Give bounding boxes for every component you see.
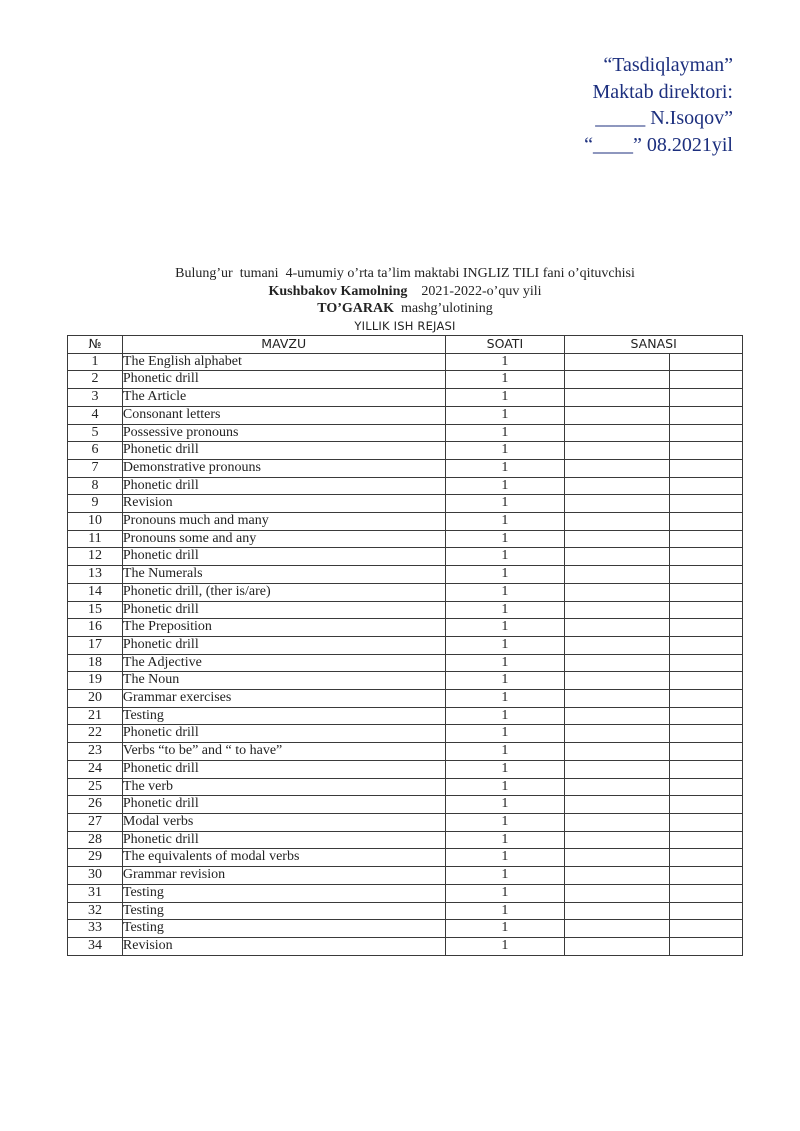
row-date-cell[interactable] [670,884,743,902]
row-date-cell[interactable] [670,813,743,831]
row-date-cell[interactable] [670,406,743,424]
row-topic: The equivalents of modal verbs [122,849,445,867]
row-date-cell[interactable] [670,353,743,371]
row-topic: Pronouns much and many [122,513,445,531]
row-date-cell[interactable] [565,583,670,601]
row-hours: 1 [445,690,565,708]
row-topic: Possessive pronouns [122,424,445,442]
row-date-cell[interactable] [670,495,743,513]
table-row [68,548,743,566]
school-line: Bulung’ur tumani 4-umumiy o’rta ta’lim maktabi INGLIZ TILI fani o’qituvchisi [175,266,635,281]
row-topic: The Numerals [122,566,445,584]
row-hours: 1 [445,831,565,849]
plan-title: YILLIK ISH REJASI [354,318,456,333]
row-topic: Testing [122,707,445,725]
row-date-cell[interactable] [670,477,743,495]
row-number: 16 [68,619,123,637]
row-date-cell[interactable] [565,353,670,371]
row-topic: Phonetic drill [122,548,445,566]
row-hours: 1 [445,672,565,690]
row-number: 10 [68,513,123,531]
table-row [68,601,743,619]
row-number: 32 [68,902,123,920]
document-header [67,265,743,334]
row-number: 14 [68,583,123,601]
row-date-cell[interactable] [565,619,670,637]
row-hours: 1 [445,548,565,566]
approval-block [584,52,733,158]
row-topic: The Article [122,389,445,407]
row-hours: 1 [445,442,565,460]
row-number: 1 [68,353,123,371]
row-topic: Demonstrative pronouns [122,459,445,477]
table-row [68,513,743,531]
row-number: 22 [68,725,123,743]
row-number: 29 [68,849,123,867]
row-number: 15 [68,601,123,619]
table-body [68,353,743,955]
approval-role: Maktab direktori: [592,80,733,103]
row-date-cell[interactable] [670,707,743,725]
table-row [68,813,743,831]
table-row [68,884,743,902]
row-number: 26 [68,796,123,814]
row-date-cell[interactable] [565,636,670,654]
row-date-cell[interactable] [565,937,670,955]
row-date-cell[interactable] [565,530,670,548]
row-number: 30 [68,867,123,885]
row-topic: Phonetic drill [122,601,445,619]
table-row [68,690,743,708]
row-date-cell[interactable] [565,548,670,566]
row-number: 11 [68,530,123,548]
table-row [68,371,743,389]
table-row [68,672,743,690]
row-date-cell[interactable] [670,583,743,601]
row-date-cell[interactable] [565,813,670,831]
row-date-cell[interactable] [670,424,743,442]
row-hours: 1 [445,353,565,371]
header-num: № [68,336,123,354]
table-row [68,459,743,477]
row-topic: Phonetic drill [122,371,445,389]
row-number: 25 [68,778,123,796]
row-date-cell[interactable] [670,760,743,778]
table-row [68,406,743,424]
row-hours: 1 [445,743,565,761]
club-line [67,300,743,318]
approval-date: “____” 08.2021yil [584,133,733,156]
row-number: 34 [68,937,123,955]
table-row [68,867,743,885]
table-row [68,636,743,654]
table-row [68,530,743,548]
approval-signature: _____ N.Isoqov” [595,107,733,129]
teacher-name: Kushbakov Kamolning [268,283,408,299]
row-topic: Modal verbs [122,813,445,831]
row-topic: Phonetic drill [122,760,445,778]
row-number: 5 [68,424,123,442]
row-date-cell[interactable] [670,619,743,637]
table-row [68,353,743,371]
header-hours: SOATI [445,336,565,354]
row-hours: 1 [445,902,565,920]
table-row [68,796,743,814]
row-date-cell[interactable] [565,725,670,743]
table-row [68,760,743,778]
row-hours: 1 [445,583,565,601]
row-topic: Grammar revision [122,867,445,885]
row-date-cell[interactable] [565,831,670,849]
row-hours: 1 [445,636,565,654]
row-hours: 1 [445,371,565,389]
row-date-cell[interactable] [670,831,743,849]
header-topic: MAVZU [122,336,445,354]
club-name: TO’GARAK [317,301,394,316]
row-date-cell[interactable] [565,707,670,725]
club-suffix: mashg’ulotining [400,301,493,316]
plan-table [67,335,743,956]
row-date-cell[interactable] [670,601,743,619]
row-topic: The verb [122,778,445,796]
row-date-cell[interactable] [565,849,670,867]
row-topic: Revision [122,937,445,955]
row-hours: 1 [445,654,565,672]
row-hours: 1 [445,707,565,725]
row-hours: 1 [445,867,565,885]
table-row [68,743,743,761]
row-number: 2 [68,371,123,389]
row-date-cell[interactable] [670,566,743,584]
row-number: 33 [68,920,123,938]
row-date-cell[interactable] [565,796,670,814]
row-number: 21 [68,707,123,725]
row-date-cell[interactable] [565,902,670,920]
row-number: 27 [68,813,123,831]
row-number: 20 [68,690,123,708]
row-date-cell[interactable] [565,920,670,938]
table-row [68,583,743,601]
row-number: 6 [68,442,123,460]
row-number: 4 [68,406,123,424]
table-row [68,566,743,584]
table-row [68,619,743,637]
row-hours: 1 [445,920,565,938]
row-number: 23 [68,743,123,761]
table-row [68,424,743,442]
row-date-cell[interactable] [670,548,743,566]
row-topic: Phonetic drill [122,477,445,495]
row-topic: Grammar exercises [122,690,445,708]
header-date: SANASI [565,336,743,354]
row-hours: 1 [445,619,565,637]
row-number: 3 [68,389,123,407]
row-date-cell[interactable] [565,884,670,902]
row-topic: Phonetic drill [122,442,445,460]
row-date-cell[interactable] [670,920,743,938]
row-date-cell[interactable] [565,371,670,389]
row-number: 24 [68,760,123,778]
row-hours: 1 [445,884,565,902]
row-hours: 1 [445,813,565,831]
row-date-cell[interactable] [670,902,743,920]
row-date-cell[interactable] [565,760,670,778]
row-hours: 1 [445,477,565,495]
row-hours: 1 [445,406,565,424]
row-topic: Testing [122,920,445,938]
table-row [68,707,743,725]
row-number: 19 [68,672,123,690]
table-row [68,495,743,513]
row-date-cell[interactable] [670,849,743,867]
row-date-cell[interactable] [565,743,670,761]
row-date-cell[interactable] [565,389,670,407]
row-date-cell[interactable] [670,725,743,743]
row-topic: Testing [122,884,445,902]
row-topic: Phonetic drill [122,796,445,814]
table-row [68,831,743,849]
row-hours: 1 [445,424,565,442]
row-topic: Phonetic drill [122,725,445,743]
row-date-cell[interactable] [670,690,743,708]
row-topic: Pronouns some and any [122,530,445,548]
row-topic: Testing [122,902,445,920]
row-date-cell[interactable] [670,389,743,407]
row-number: 9 [68,495,123,513]
table-row [68,442,743,460]
table-row [68,389,743,407]
row-hours: 1 [445,389,565,407]
row-date-cell[interactable] [565,424,670,442]
row-topic: Phonetic drill, (ther is/are) [122,583,445,601]
row-number: 13 [68,566,123,584]
row-number: 12 [68,548,123,566]
row-number: 8 [68,477,123,495]
row-topic: Revision [122,495,445,513]
row-date-cell[interactable] [565,654,670,672]
teacher-line [67,283,743,301]
row-hours: 1 [445,530,565,548]
table-row [68,654,743,672]
row-topic: The Preposition [122,619,445,637]
row-hours: 1 [445,601,565,619]
row-date-cell[interactable] [670,636,743,654]
row-hours: 1 [445,459,565,477]
row-topic: Phonetic drill [122,636,445,654]
row-date-cell[interactable] [670,796,743,814]
row-topic: Verbs “to be” and “ to have” [122,743,445,761]
row-date-cell[interactable] [670,937,743,955]
table-row [68,477,743,495]
row-date-cell[interactable] [670,672,743,690]
table-row [68,902,743,920]
row-date-cell[interactable] [565,672,670,690]
table-row [68,725,743,743]
row-number: 17 [68,636,123,654]
table-row [68,778,743,796]
row-date-cell[interactable] [565,406,670,424]
row-date-cell[interactable] [670,530,743,548]
row-date-cell[interactable] [565,601,670,619]
row-topic: The English alphabet [122,353,445,371]
row-date-cell[interactable] [670,867,743,885]
row-date-cell[interactable] [565,459,670,477]
row-date-cell[interactable] [670,743,743,761]
row-topic: The Adjective [122,654,445,672]
row-date-cell[interactable] [565,778,670,796]
academic-year: 2021-2022-o’quv yili [421,283,542,299]
row-date-cell[interactable] [565,566,670,584]
table-row [68,849,743,867]
row-date-cell[interactable] [670,442,743,460]
row-date-cell[interactable] [670,654,743,672]
row-number: 31 [68,884,123,902]
row-date-cell[interactable] [670,459,743,477]
row-date-cell[interactable] [670,778,743,796]
row-hours: 1 [445,778,565,796]
row-hours: 1 [445,937,565,955]
row-date-cell[interactable] [670,513,743,531]
row-hours: 1 [445,725,565,743]
row-hours: 1 [445,760,565,778]
row-number: 28 [68,831,123,849]
approval-title: “Tasdiqlayman” [603,54,733,76]
row-hours: 1 [445,849,565,867]
row-hours: 1 [445,495,565,513]
row-number: 7 [68,459,123,477]
row-date-cell[interactable] [565,867,670,885]
row-number: 18 [68,654,123,672]
row-topic: The Noun [122,672,445,690]
row-date-cell[interactable] [565,442,670,460]
table-header-row [68,336,743,354]
row-hours: 1 [445,796,565,814]
row-date-cell[interactable] [670,371,743,389]
row-date-cell[interactable] [565,495,670,513]
row-hours: 1 [445,566,565,584]
row-date-cell[interactable] [565,513,670,531]
row-hours: 1 [445,513,565,531]
row-topic: Consonant letters [122,406,445,424]
row-date-cell[interactable] [565,477,670,495]
table-row [68,937,743,955]
row-date-cell[interactable] [565,690,670,708]
row-topic: Phonetic drill [122,831,445,849]
table-row [68,920,743,938]
